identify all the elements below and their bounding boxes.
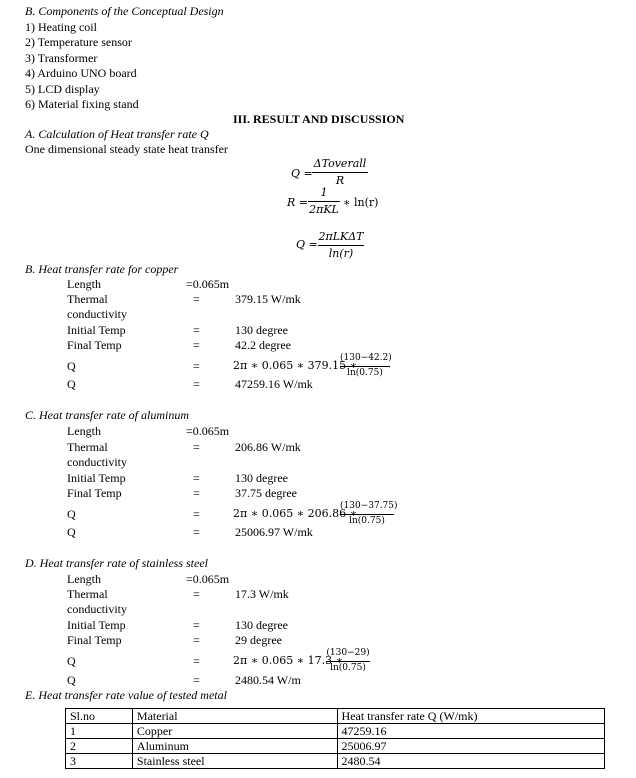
eq1-denominator: R	[335, 174, 345, 188]
copper-k-label: Thermal	[67, 292, 108, 306]
steel-length-label: Length	[67, 572, 101, 586]
calc-intro: One dimensional steady state heat transfer	[25, 142, 228, 156]
equals-sign: =	[193, 359, 200, 373]
aluminum-ti-label: Initial Temp	[67, 471, 126, 485]
section-title: III. RESULT AND DISCUSSION	[233, 112, 405, 126]
steel-q-fraction	[326, 649, 370, 674]
component-item: 1) Heating coil	[25, 20, 97, 34]
aluminum-length-label: Length	[67, 424, 101, 438]
fraction-bar	[312, 172, 368, 173]
eq2-lhs: R =	[287, 196, 308, 209]
steel-length-value: =0.065m	[186, 572, 230, 586]
table-cell: 47259.16	[337, 724, 604, 739]
steel-q-denominator: ln(0.75)	[330, 662, 366, 673]
steel-tf-value: 29 degree	[235, 633, 282, 647]
equals-sign: =	[193, 587, 200, 601]
steel-q-numerator: (130−29)	[326, 648, 370, 658]
component-item: 4) Arduino UNO board	[25, 66, 137, 80]
steel-tf-label: Final Temp	[67, 633, 122, 647]
column-header: Material	[132, 709, 337, 724]
aluminum-q-denominator: ln(0.75)	[349, 515, 385, 526]
table-row	[66, 754, 605, 769]
copper-heading: B. Heat transfer rate for copper	[25, 262, 179, 276]
eq3-fraction	[318, 231, 364, 260]
aluminum-q-fraction	[340, 501, 398, 527]
table-cell: 2480.54	[337, 754, 604, 769]
aluminum-q-label: Q	[67, 507, 76, 521]
copper-length-value: =0.065m	[186, 277, 230, 291]
steel-q-expression: 2π ∗ 0.065 ∗ 17.3 ∗	[233, 654, 344, 667]
eq3-denominator: ln(r)	[328, 247, 354, 261]
copper-k-value: 379.15 W/mk	[235, 292, 301, 306]
equals-sign: =	[193, 323, 200, 337]
steel-ti-value: 130 degree	[235, 618, 288, 632]
table-cell: Aluminum	[132, 739, 337, 754]
copper-k-label2: conductivity	[67, 307, 127, 321]
copper-q-numerator: (130−42.2)	[340, 353, 392, 363]
steel-ti-label: Initial Temp	[67, 618, 126, 632]
eq1-lhs: Q =	[291, 167, 313, 180]
table-header-row	[66, 709, 605, 724]
aluminum-heading: C. Heat transfer rate of aluminum	[25, 408, 189, 422]
aluminum-q2-value: 25006.97 W/mk	[235, 525, 313, 539]
equals-sign: =	[193, 633, 200, 647]
aluminum-k-label: Thermal	[67, 440, 108, 454]
copper-ti-value: 130 degree	[235, 323, 288, 337]
table-cell: 1	[66, 724, 133, 739]
table-cell: Copper	[132, 724, 337, 739]
eq1-numerator: ΔToverall	[313, 157, 367, 170]
aluminum-length-value: =0.065m	[186, 424, 230, 438]
component-item: 6) Material fixing stand	[25, 97, 139, 111]
equals-sign: =	[193, 654, 200, 668]
eq2-fraction	[308, 187, 340, 216]
calc-heading: A. Calculation of Heat transfer rate Q	[25, 127, 209, 141]
equals-sign: =	[193, 338, 200, 352]
component-item: 2) Temperature sensor	[25, 35, 132, 49]
aluminum-q-numerator: (130−37.75)	[340, 501, 398, 511]
aluminum-k-label2: conductivity	[67, 455, 127, 469]
steel-q2-label: Q	[67, 673, 76, 687]
equals-sign: =	[193, 673, 200, 687]
equals-sign: =	[193, 618, 200, 632]
steel-k-label2: conductivity	[67, 602, 127, 616]
copper-q-expression: 2π ∗ 0.065 ∗ 379.15 ∗	[233, 359, 358, 372]
table-row	[66, 739, 605, 754]
copper-q2-value: 47259.16 W/mk	[235, 377, 313, 391]
copper-tf-value: 42.2 degree	[235, 338, 291, 352]
eq3-numerator: 2πLKΔT	[318, 230, 364, 243]
steel-k-value: 17.3 W/mk	[235, 587, 289, 601]
fraction-bar	[308, 201, 340, 202]
table-row	[66, 724, 605, 739]
eq2-numerator: 1	[320, 186, 328, 199]
steel-q-label: Q	[67, 654, 76, 668]
fraction-bar	[326, 661, 370, 662]
aluminum-tf-label: Final Temp	[67, 486, 122, 500]
table-cell: 25006.97	[337, 739, 604, 754]
fraction-bar	[318, 245, 364, 246]
fraction-bar	[340, 366, 390, 367]
equals-sign: =	[193, 292, 200, 306]
results-table	[65, 708, 605, 769]
copper-length-label: Length	[67, 277, 101, 291]
copper-tf-label: Final Temp	[67, 338, 122, 352]
aluminum-k-value: 206.86 W/mk	[235, 440, 301, 454]
eq3-lhs: Q =	[296, 238, 318, 251]
column-header: Heat transfer rate Q (W/mk)	[337, 709, 604, 724]
aluminum-tf-value: 37.75 degree	[235, 486, 297, 500]
component-item: 5) LCD display	[25, 82, 100, 96]
column-header: Sl.no	[66, 709, 133, 724]
table-cell: 3	[66, 754, 133, 769]
equals-sign: =	[193, 486, 200, 500]
equals-sign: =	[193, 471, 200, 485]
steel-q2-value: 2480.54 W/m	[235, 673, 301, 687]
copper-q-label: Q	[67, 359, 76, 373]
table-cell: 2	[66, 739, 133, 754]
equals-sign: =	[193, 525, 200, 539]
eq2-tail: ∗ ln(r)	[343, 196, 379, 209]
aluminum-ti-value: 130 degree	[235, 471, 288, 485]
fraction-bar	[340, 514, 394, 515]
eq1-fraction	[312, 158, 368, 187]
component-item: 3) Transformer	[25, 51, 98, 65]
aluminum-q2-label: Q	[67, 525, 76, 539]
copper-ti-label: Initial Temp	[67, 323, 126, 337]
table-cell: Stainless steel	[132, 754, 337, 769]
steel-k-label: Thermal	[67, 587, 108, 601]
eq2-denominator: 2πKL	[309, 203, 339, 217]
steel-heading: D. Heat transfer rate of stainless steel	[25, 556, 208, 570]
components-heading: B. Components of the Conceptual Design	[25, 4, 224, 18]
equals-sign: =	[193, 440, 200, 454]
copper-q-fraction	[340, 354, 390, 379]
equals-sign: =	[193, 377, 200, 391]
aluminum-q-expression: 2π ∗ 0.065 ∗ 206.86 ∗	[233, 507, 358, 520]
table-heading: E. Heat transfer rate value of tested metal	[25, 688, 227, 702]
equals-sign: =	[193, 507, 200, 521]
copper-q2-label: Q	[67, 377, 76, 391]
copper-q-denominator: ln(0.75)	[347, 367, 383, 378]
